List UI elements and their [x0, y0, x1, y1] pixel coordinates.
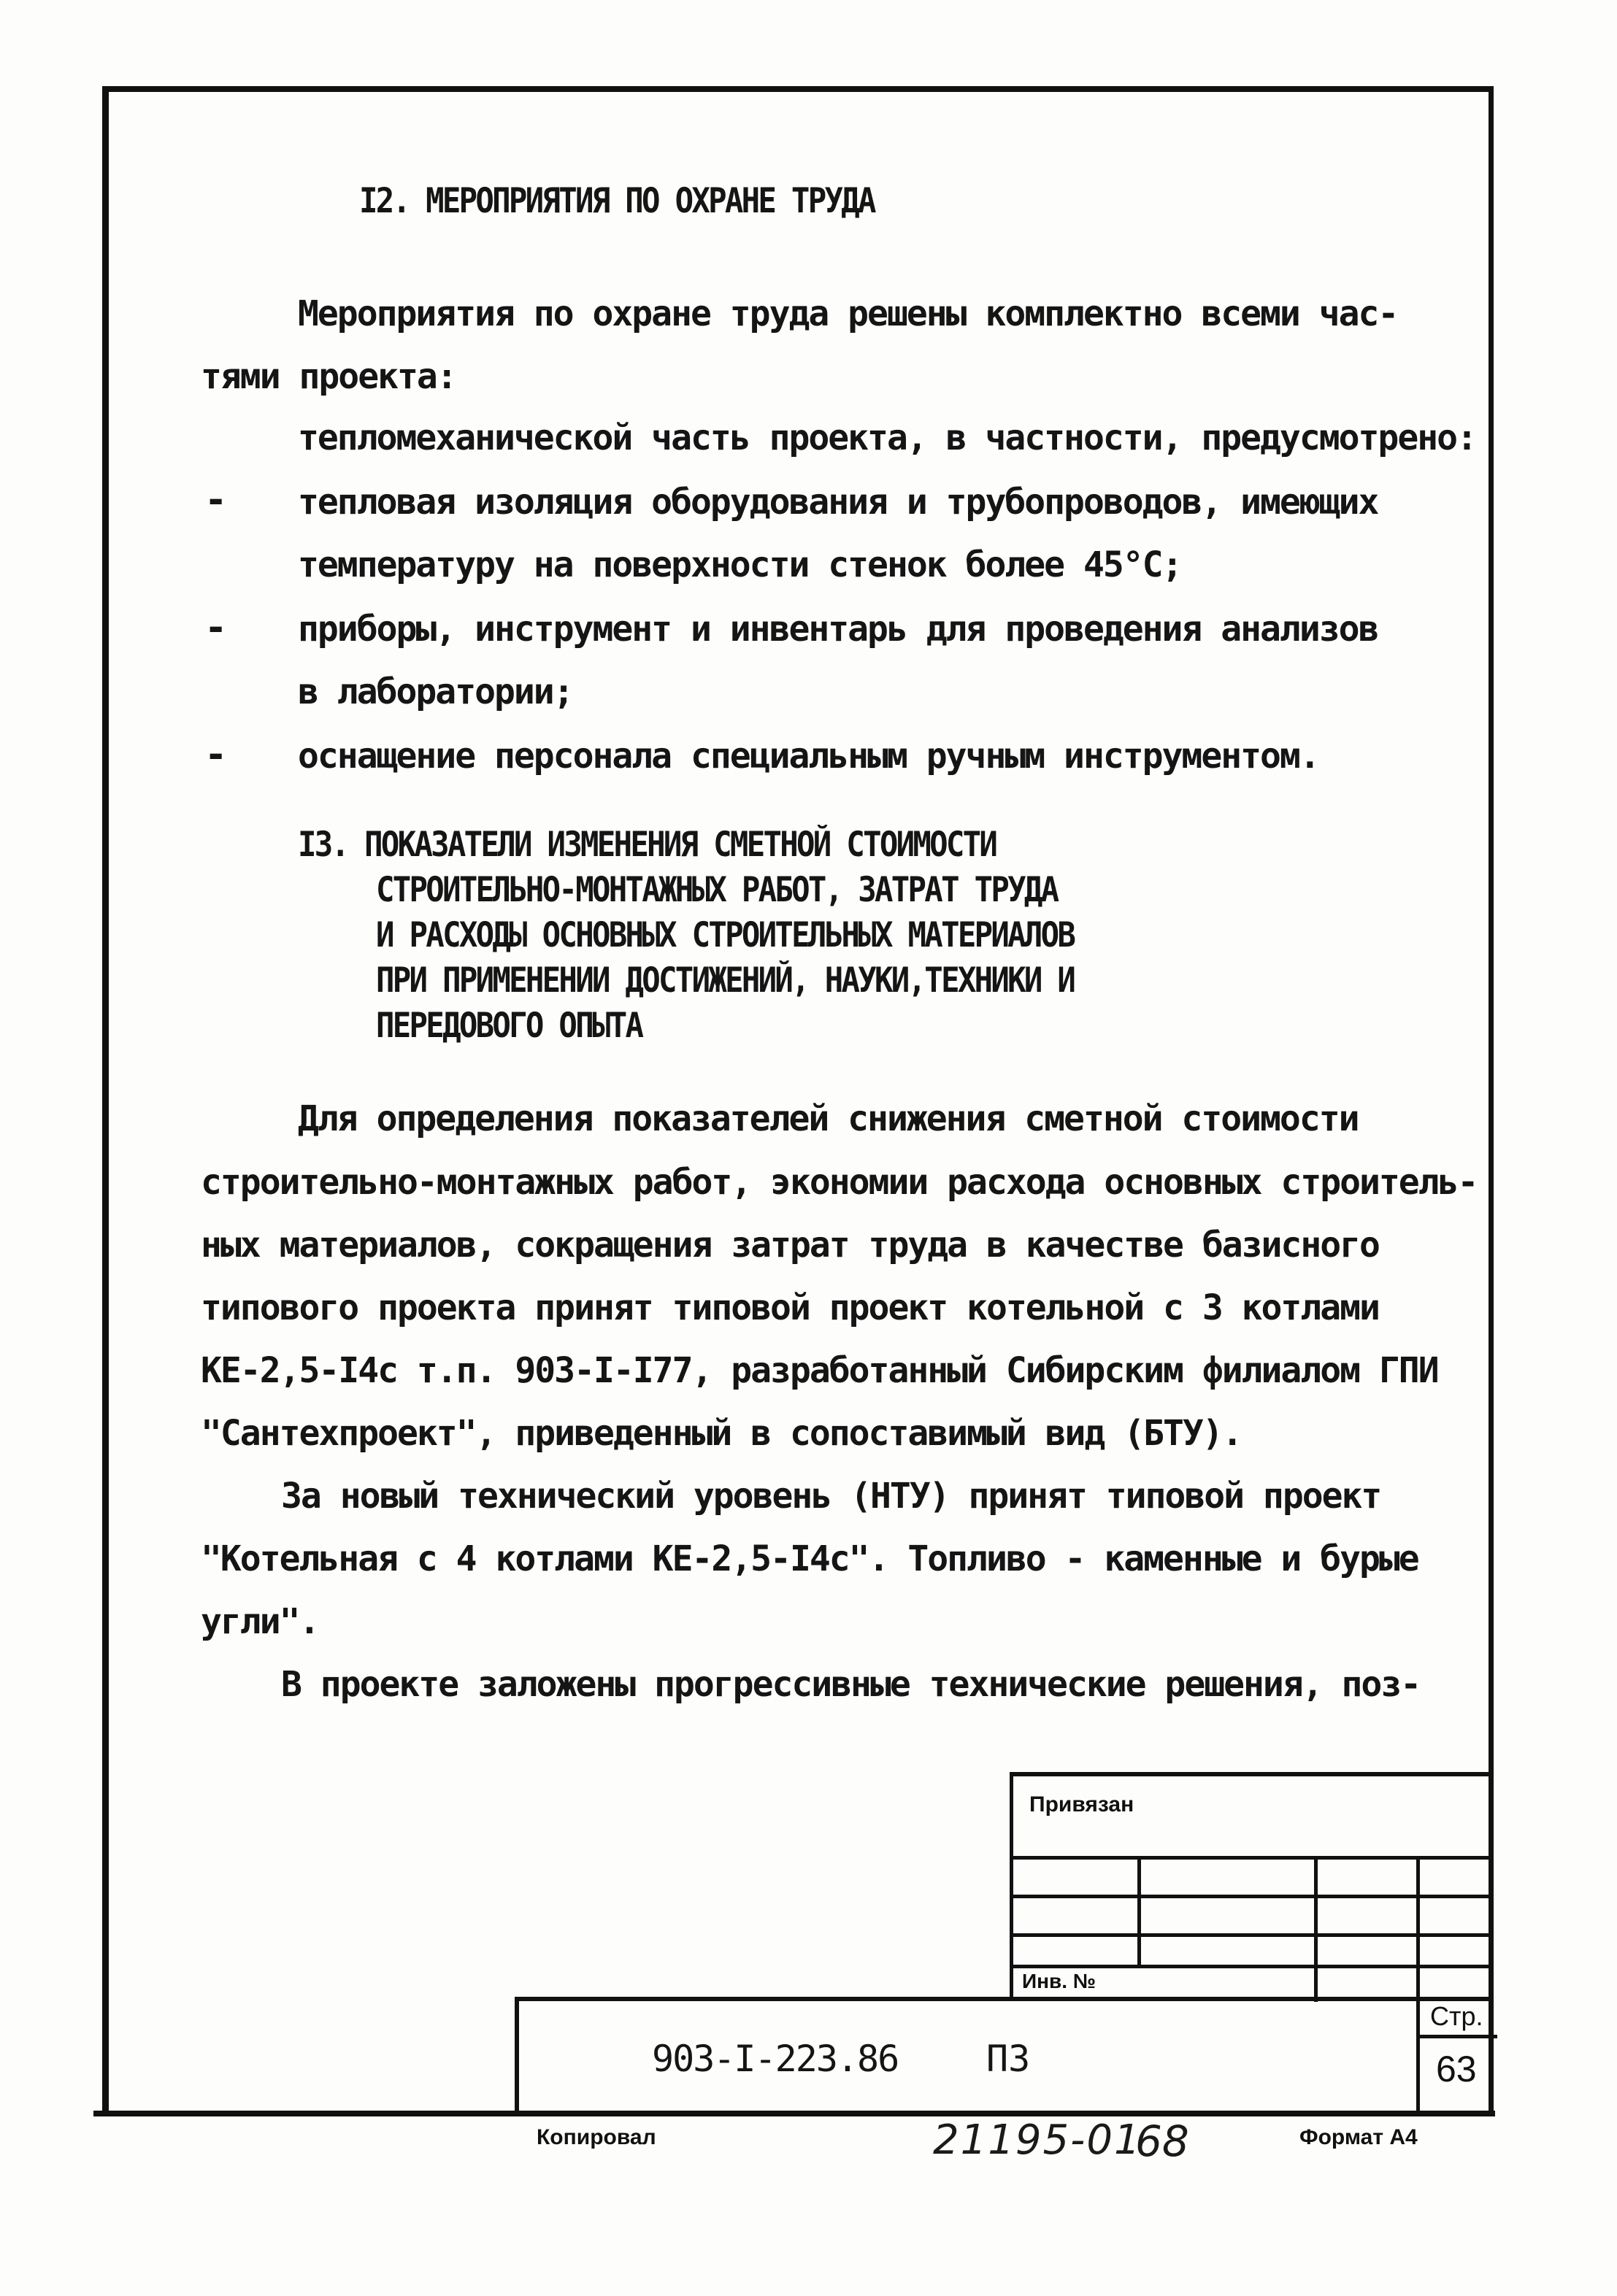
bullet-dash: -	[204, 478, 228, 522]
bullet-line: оснащение персонала специальным ручным инструментом.	[298, 736, 1319, 777]
section-12-heading: I2. МЕРОПРИЯТИЯ ПО ОХРАНЕ ТРУДА	[359, 181, 875, 221]
stamp-rule	[1013, 1965, 1494, 1968]
stamp-col-rule	[1416, 1856, 1420, 2002]
bullet-line: температуру на поверхности стенок более 45°С;	[298, 544, 1182, 585]
paragraph-line: В проекте заложены прогрессивные технические решения, поз-	[281, 1664, 1421, 1705]
bullet-dash: -	[204, 733, 228, 777]
paragraph-line: "Сантехпроект", приведенный в сопоставимый вид (БТУ).	[201, 1413, 1242, 1454]
document-code-block	[515, 1997, 1494, 2112]
paragraph-line: угли".	[201, 1601, 319, 1642]
inventory-number-label: Инв. №	[1022, 1970, 1096, 1992]
paragraph-line: КЕ-2,5-I4с т.п. 903-I-I77, разработанный Сибирским филиалом ГПИ	[201, 1350, 1438, 1391]
section-13-heading-line: ПЕРЕДОВОГО ОПЫТА	[376, 1006, 642, 1046]
page-number-box	[1416, 1997, 1494, 2112]
handwritten-page-number: 68	[1135, 2116, 1189, 2166]
page-box-rule	[1420, 2035, 1497, 2038]
copied-by-label: Копировал	[537, 2125, 656, 2149]
page-label: Стр.	[1430, 2001, 1483, 2031]
format-label: Формат А4	[1299, 2125, 1418, 2149]
stamp-col-rule	[1314, 1856, 1318, 2002]
bullet-dash: -	[204, 606, 228, 650]
bullet-line: приборы, инструмент и инвентарь для проведения анализов	[298, 609, 1378, 650]
paragraph-line: Мероприятия по охране труда решены комплектно всеми час-	[298, 293, 1398, 334]
paragraph-line: типового проекта принят типовой проект котельной с 3 котлами	[201, 1287, 1379, 1328]
bullet-line: в лаборатории;	[298, 671, 573, 712]
stamp-rule	[1013, 1933, 1494, 1937]
paragraph-line: Для определения показателей снижения сметной стоимости	[298, 1098, 1359, 1139]
section-13-heading-line: ПРИ ПРИМЕНЕНИИ ДОСТИЖЕНИЙ, НАУКИ,ТЕХНИКИ И	[376, 960, 1075, 1001]
section-13-heading-line: И РАСХОДЫ ОСНОВНЫХ СТРОИТЕЛЬНЫХ МАТЕРИАЛОВ	[376, 915, 1075, 955]
section-13-heading-line: I3. ПОКАЗАТЕЛИ ИЗМЕНЕНИЯ СМЕТНОЙ СТОИМОСТИ	[298, 825, 996, 865]
handwritten-registration-number: 21195-01	[933, 2116, 1142, 2164]
section-13-heading-line: СТРОИТЕЛЬНО-МОНТАЖНЫХ РАБОТ, ЗАТРАТ ТРУДА	[376, 870, 1058, 910]
privyazan-label: Привязан	[1029, 1792, 1134, 1817]
stamp-col-rule	[1137, 1856, 1141, 1967]
document-code: 903-I-223.86	[652, 2038, 899, 2080]
bullet-line: тепловая изоляция оборудования и трубопроводов, имеющих	[298, 482, 1378, 523]
document-type: ПЗ	[986, 2038, 1031, 2080]
stamp-rule	[1013, 1856, 1494, 1860]
paragraph-line: строительно-монтажных работ, экономии расхода основных строитель-	[201, 1162, 1478, 1203]
paragraph-line: За новый технический уровень (НТУ) принят типовой проект	[281, 1476, 1381, 1517]
paragraph-line: тепломеханической часть проекта, в частности, предусмотрено:	[298, 417, 1476, 458]
paragraph-line: ных материалов, сокращения затрат труда в качестве базисного	[201, 1225, 1379, 1266]
stamp-table	[1010, 1772, 1494, 1998]
paragraph-line: тями проекта:	[201, 356, 456, 397]
page-number: 63	[1436, 2049, 1477, 2089]
stamp-rule	[1013, 1895, 1494, 1898]
paragraph-line: "Котельная с 4 котлами КЕ-2,5-I4с". Топливо - каменные и бурые	[201, 1538, 1418, 1579]
